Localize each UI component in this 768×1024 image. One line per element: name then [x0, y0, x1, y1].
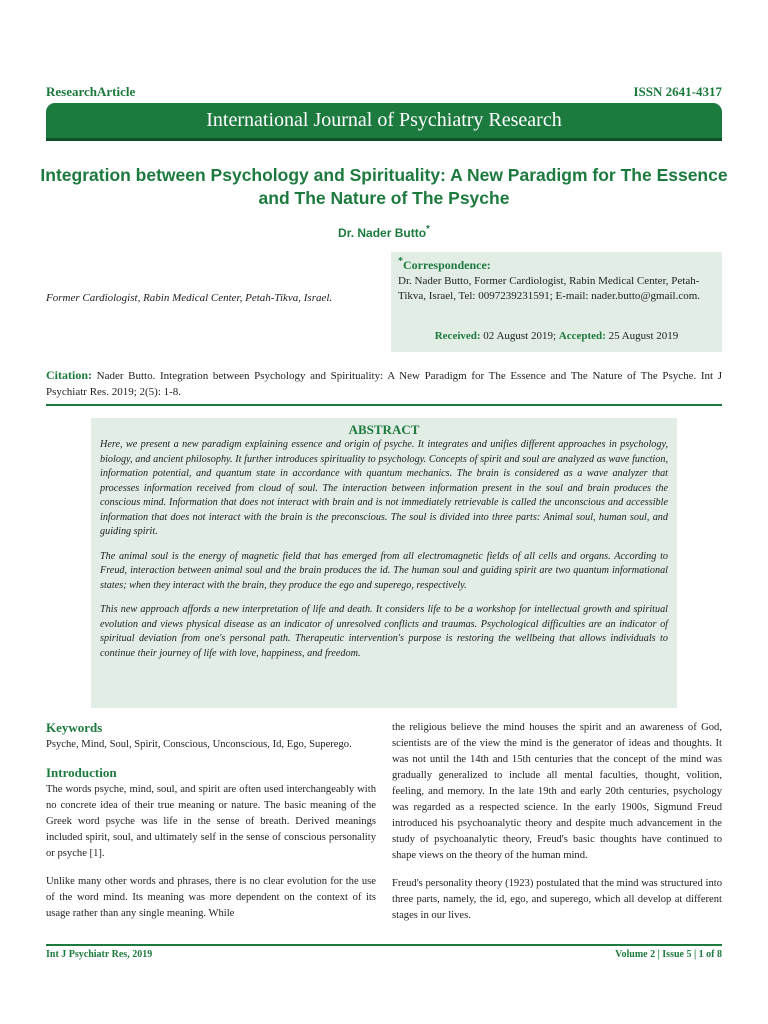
accepted-date: 25 August 2019 — [608, 330, 679, 342]
paper-title: Integration between Psychology and Spirituality: A New Paradigm for The Essence and The Nature of The Psyche — [40, 165, 728, 208]
correspondence-heading: *Correspondence: — [398, 256, 491, 272]
abstract-box — [91, 418, 677, 708]
correspondence-mark: * — [398, 256, 403, 267]
introduction-heading: Introduction — [46, 765, 117, 780]
footer-divider — [46, 944, 722, 946]
body-paragraph: The words psyche, mind, soul, and spirit are often used interchangeably with no concrete idea of their true meaning or nature. The basic meaning of the Greek word psyche was life in the sense of breath. Derived meanings included spirit, soul, and ultimately self in the sense of conscious personality or psyche [1]. — [46, 784, 376, 859]
issn-label: ISSN 2641-4317 — [633, 84, 722, 99]
correspondence-box — [391, 252, 722, 352]
top-bar — [46, 84, 722, 100]
received-date: 02 August 2019; — [483, 330, 557, 342]
journal-title: International Journal of Psychiatry Research — [206, 109, 562, 131]
keywords-text: Psyche, Mind, Soul, Spirit, Conscious, Unconscious, Id, Ego, Superego. — [46, 739, 352, 750]
dates-line — [391, 330, 722, 342]
accepted-label: Accepted: — [558, 330, 606, 342]
affiliation: Former Cardiologist, Rabin Medical Center, Petah-Tikva, Israel. — [46, 292, 333, 304]
body-paragraph: Freud's personality theory (1923) postulated that the mind was structured into three parts, namely, the id, ego, and superego, which all develop at different stages in our lives. — [392, 878, 722, 921]
body-paragraph: the religious believe the mind houses the spirit and an awareness of God, scientists are of the view the mind is the generator of ideas and thoughts. It was not until the 14th and 15th centuries that the concept of the mind was gradually generalized to include all mental faculties, thought, volition, feeling, and memory. In the late 19th and early 20th centuries, psychology was regarded as a respected science. In the early 1900s, Sigmund Freud introduced his psychoanalytic theory and despite much advancement in the study of psychoanalytic theory, Freud's basic thoughts have continued to shape views on the theory of the human mind. — [392, 722, 722, 861]
abstract-paragraph: This new approach affords a new interpretation of life and death. It considers life to be a workshop for intellectual growth and spiritual evolution and views physical disease as an indicator of unresolved conflicts and traumas. Psychological difficulties are an indicator of spiritual deviation from one's personal path. Therapeutic intervention's purpose is restoring the wellbeing that allows individuals to continue their journey of life with love, happiness, and freedom. — [100, 604, 668, 659]
left-column — [46, 720, 376, 934]
received-label: Received: — [434, 330, 481, 342]
journal-banner — [46, 103, 722, 138]
footer-volume: Volume 2 | Issue 5 | 1 of 8 — [615, 949, 722, 960]
right-column — [392, 720, 722, 936]
abstract-heading: ABSTRACT — [348, 422, 420, 437]
author-line — [0, 224, 768, 240]
citation-label: Citation: — [46, 368, 92, 382]
article-type-label: ResearchArticle — [46, 84, 136, 99]
keywords-heading: Keywords — [46, 720, 103, 735]
author-name: Dr. Nader Butto — [338, 226, 427, 240]
citation — [46, 367, 722, 400]
citation-text: Nader Butto. Integration between Psychology and Spirituality: A New Paradigm for The Essence and The Nature of The Psyche. Int J Psychiatr Res. 2019; 2(5): 1-8. — [46, 370, 723, 398]
correspondence-text: Dr. Nader Butto, Former Cardiologist, Rabin Medical Center, Petah-Tikva, Israel, Tel: 0097239231591; E-mail: nader.butto@gmail.com. — [398, 275, 701, 302]
abstract-paragraph: Here, we present a new paradigm explaining essence and origin of psyche. It integrates and unifies different approaches in psychology, biology, and ancient philosophy. It further introduces spirituality to psychology. Concepts of spirit and soul are analyzed as wave function, information potential, and quantum state in accordance with quantum mechanics. The brain is considered as a wave analyzer that processes information received from cloud of soul. The interaction between information present in the soul and brain produces the conscious mind. Information that does not interact with brain and is not immediately retrievable is called the unconscious and accessible information that does not interact with the brain is the preconscious. The soul is divided into three parts: Animal soul, human soul, and guiding spirit. — [100, 439, 668, 537]
author-mark: * — [426, 224, 430, 235]
body-paragraph: Unlike many other words and phrases, there is no clear evolution for the use of the word mind. Its meaning was more dependent on the context of its usage rather than any single meaning. While — [46, 876, 376, 919]
abstract-paragraph: The animal soul is the energy of magnetic field that has emerged from all electromagnetic fields of all cells and organs. According to Freud, interaction between animal soul and the brain produces the id. The human soul and guiding spirit are two quantum informational states; when they interact with the brain, they produce the ego and superego, respectively. — [100, 550, 668, 591]
footer-journal: Int J Psychiatr Res, 2019 — [46, 949, 153, 960]
section-divider — [46, 404, 722, 406]
